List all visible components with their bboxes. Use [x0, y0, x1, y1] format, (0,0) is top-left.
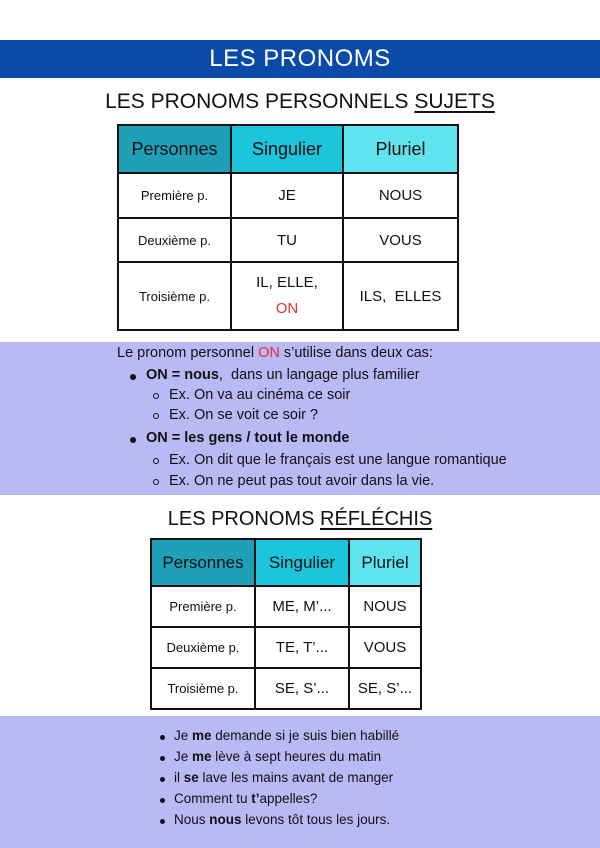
example-text: Je: [174, 749, 193, 764]
on-case-2: [146, 430, 349, 446]
bullet-dot: [130, 374, 136, 380]
plural-cell: NOUS: [349, 586, 421, 627]
sub-bullet-circle: [153, 413, 159, 419]
reflexive-pronouns-table: [150, 538, 422, 710]
header-personnes: Personnes: [118, 125, 231, 173]
subject-pronouns-table: [117, 124, 459, 331]
singular-cell: TU: [231, 218, 343, 262]
bullet-dot: [160, 735, 165, 740]
row-label: Troisième p.: [151, 668, 255, 709]
on-intro: [117, 345, 433, 361]
intro-text: Le pronom personnel: [117, 345, 259, 361]
example-text: lave les mains avant de manger: [198, 770, 394, 785]
singular-line: IL, ELLE,: [256, 274, 318, 291]
heading-underlined-text: RÉFLÉCHIS: [320, 508, 433, 530]
reflexive-example: [174, 728, 399, 743]
example-line: Ex. On se voit ce soir ?: [169, 407, 319, 423]
header-pluriel: Pluriel: [343, 125, 458, 173]
plural-cell: ILS, ELLES: [343, 262, 458, 330]
row-label: Deuxième p.: [151, 627, 255, 668]
title-banner: [0, 40, 600, 78]
reflexive-example: [174, 791, 317, 806]
example-pronoun: nous: [209, 812, 242, 827]
plural-cell: VOUS: [349, 627, 421, 668]
example-line: Ex. On dit que le français est une langue romantique: [169, 452, 507, 468]
row-label: Première p.: [151, 586, 255, 627]
singular-cell: SE, S’...: [255, 668, 349, 709]
singular-cell: TE, T’...: [255, 627, 349, 668]
example-text: demande si je suis bien habillé: [211, 728, 400, 743]
singular-cell: JE: [231, 173, 343, 218]
sub-bullet-circle: [153, 458, 159, 464]
bullet-dot: [160, 777, 165, 782]
header-pluriel: Pluriel: [349, 539, 421, 586]
example-text: Nous: [174, 812, 210, 827]
reflexive-pronouns-heading: [0, 508, 600, 531]
example-pronoun: t’: [251, 791, 260, 806]
plural-cell: NOUS: [343, 173, 458, 218]
example-text: Je: [174, 728, 193, 743]
case-bold: ON = les gens / tout le monde: [146, 430, 350, 446]
intro-text-end: s’utilise dans deux cas:: [279, 345, 433, 361]
on-case-1: [146, 367, 420, 383]
bullet-dot: [130, 437, 136, 443]
header-personnes: Personnes: [151, 539, 255, 586]
heading-underlined-text: SUJETS: [414, 90, 495, 113]
reflexive-example: [174, 770, 393, 785]
reflexive-example: [174, 749, 381, 764]
example-pronoun: me: [192, 749, 212, 764]
example-text: lève à sept heures du matin: [211, 749, 382, 764]
case-text: , dans un langage plus familier: [218, 367, 420, 383]
bullet-dot: [160, 819, 165, 824]
reflexive-example: [174, 812, 390, 827]
subject-pronouns-heading: [0, 90, 600, 114]
singular-cell: ME, M’...: [255, 586, 349, 627]
singular-cell: [231, 262, 343, 330]
row-label: Deuxième p.: [118, 218, 231, 262]
singular-line-highlight: ON: [275, 300, 299, 317]
header-singulier: Singulier: [255, 539, 349, 586]
case-bold: ON = nous: [146, 367, 219, 383]
example-line: Ex. On ne peut pas tout avoir dans la vie.: [169, 473, 435, 489]
intro-highlight: ON: [258, 345, 280, 361]
example-line: Ex. On va au cinéma ce soir: [169, 387, 351, 403]
example-text: levons tôt tous les jours.: [241, 812, 391, 827]
bullet-dot: [160, 756, 165, 761]
example-pronoun: se: [183, 770, 199, 785]
bullet-dot: [160, 798, 165, 803]
sub-bullet-circle: [153, 393, 159, 399]
example-pronoun: me: [192, 728, 212, 743]
plural-cell: SE, S’...: [349, 668, 421, 709]
page-title: LES PRONOMS: [209, 45, 391, 72]
row-label: Première p.: [118, 173, 231, 218]
example-text: appelles?: [259, 791, 318, 806]
plural-cell: VOUS: [343, 218, 458, 262]
heading-text: LES PRONOMS PERSONNELS: [105, 90, 415, 113]
heading-text: LES PRONOMS: [167, 508, 320, 530]
sub-bullet-circle: [153, 479, 159, 485]
example-text: il: [174, 770, 184, 785]
row-label: Troisième p.: [118, 262, 231, 330]
header-singulier: Singulier: [231, 125, 343, 173]
example-text: Comment tu: [174, 791, 252, 806]
